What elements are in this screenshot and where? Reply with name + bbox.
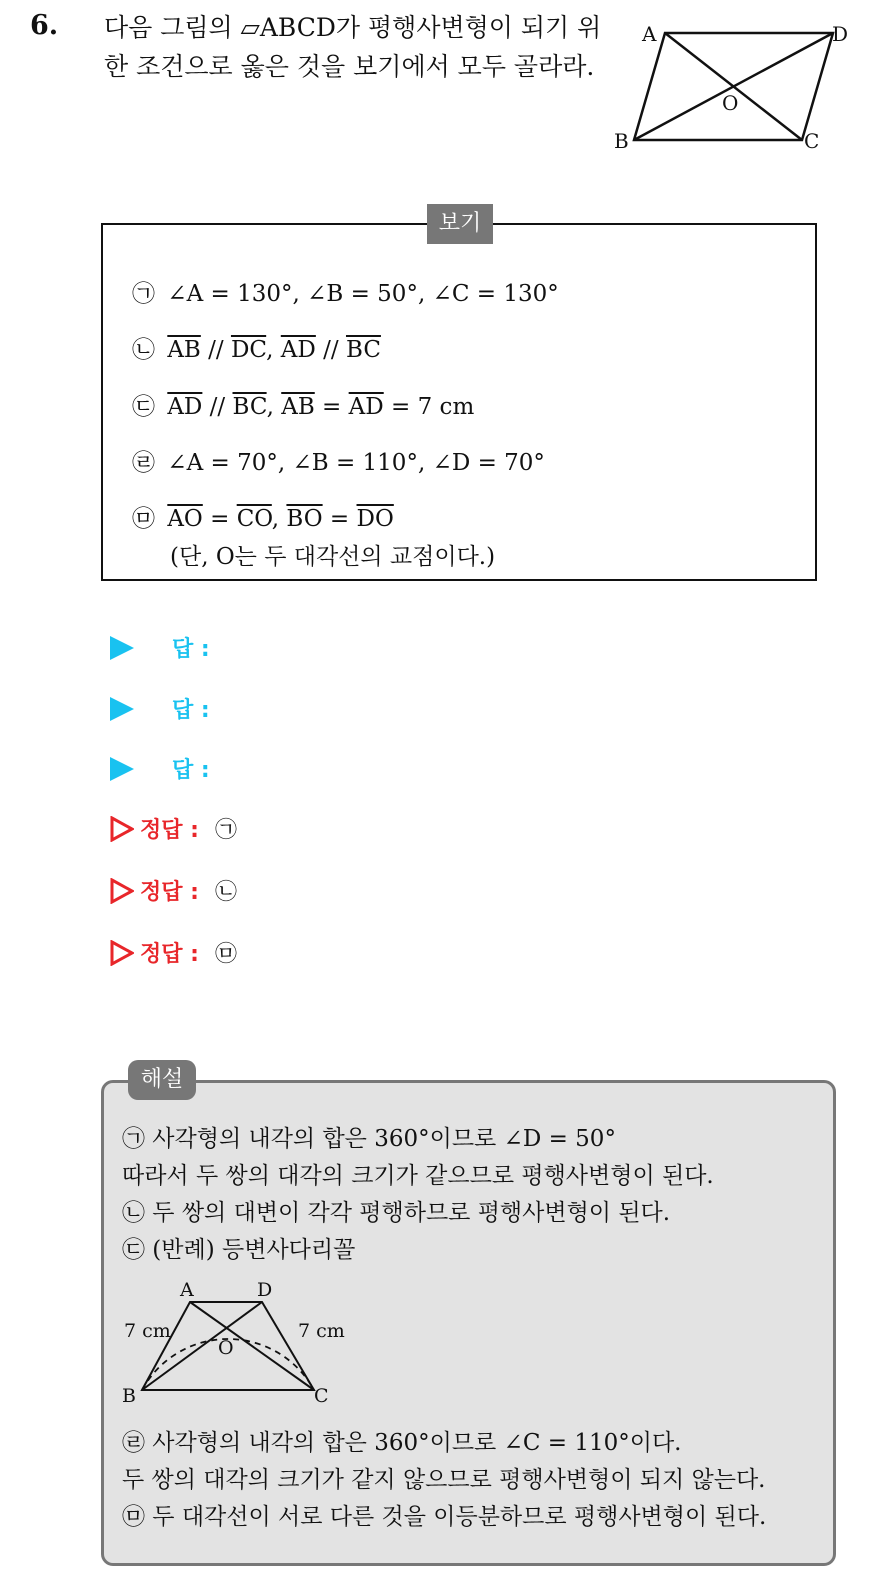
label-a: A (642, 22, 657, 46)
mark-mieum: ㉤ (132, 506, 155, 532)
solution-line-2: 따라서 두 쌍의 대각의 크기가 같으므로 평행사변형이 된다. (122, 1163, 714, 1189)
bogi-item-text: ∠A = 70°, ∠B = 110°, ∠D = 70° (167, 450, 545, 476)
bogi-item-2: ㉡ $\overline{AB} // \overline{DC}$, $\overline{AD} // \overline{BC}$ (132, 331, 381, 364)
correct-answer-2: 정답 : ㉡ (110, 875, 237, 906)
segment: $\overline{AD}$ (280, 337, 316, 363)
correct-answer-3: 정답 : ㉤ (110, 937, 237, 968)
segment: $\overline{BC}$ (232, 394, 267, 420)
bogi-item-1 (132, 275, 559, 308)
bogi-item-3: ㉢ $\overline{AD} // \overline{BC}$, $\overline{AB} = \overline{AD} = 7$ cm (132, 388, 474, 421)
solution-line-6: 두 쌍의 대각의 크기가 같지 않으므로 평행사변형이 되지 않는다. (122, 1467, 766, 1493)
mark-digeut: ㉢ (132, 394, 155, 420)
solution-tag: 해설 (128, 1060, 196, 1100)
left-length-label: 7 cm (124, 1320, 171, 1342)
solution-line-3: ㉡ 두 쌍의 대변이 각각 평행하므로 평행사변형이 된다. (122, 1200, 671, 1226)
segment: $\overline{AB}$ (281, 394, 315, 420)
label-b: B (614, 129, 629, 153)
mark-nieun: ㉡ (132, 337, 155, 363)
answer-blank-3: 답 : (110, 753, 210, 784)
label-o: O (722, 91, 739, 115)
label-c: C (314, 1385, 329, 1407)
answer-blank-2: 답 : (110, 693, 210, 724)
segment: $\overline{DC}$ (230, 337, 267, 363)
label-a: A (180, 1279, 194, 1301)
label-b: B (122, 1385, 136, 1407)
right-length-label: 7 cm (298, 1320, 345, 1342)
label-d: D (257, 1279, 273, 1301)
bogi-item-4 (132, 444, 545, 477)
segment: $\overline{AD}$ (167, 394, 203, 420)
label-d: D (832, 22, 849, 46)
bogi-item-5-note: (단, O는 두 대각선의 교점이다.) (170, 544, 496, 570)
red-outline-arrow-icon (110, 878, 134, 904)
blue-arrow-icon (110, 757, 134, 781)
mark-giyeok: ㉠ (132, 281, 155, 307)
segment: $\overline{AD}$ (348, 394, 384, 420)
solution-line-5: ㉣ 사각형의 내각의 합은 360°이므로 ∠C = 110°이다. (122, 1430, 682, 1456)
red-outline-arrow-icon (110, 940, 134, 966)
diagonal-ac (190, 1302, 314, 1390)
question-number: 6. (30, 10, 59, 41)
bogi-item-text: ∠A = 130°, ∠B = 50°, ∠C = 130° (167, 281, 559, 307)
bogi-tag: 보기 (427, 204, 493, 244)
parallelogram-figure (608, 18, 858, 158)
mark-rieul: ㉣ (132, 450, 155, 476)
trapezoid-figure (118, 1274, 358, 1414)
solution-line-7: ㉤ 두 대각선이 서로 다른 것을 이등분하므로 평행사변형이 된다. (122, 1504, 767, 1530)
label-c: C (804, 129, 820, 153)
question-text: 다음 그림의 ▱ABCD가 평행사변형이 되기 위한 조건으로 옳은 것을 보기에서 모두 골라라. (104, 13, 602, 81)
blue-arrow-icon (110, 636, 134, 660)
segment: $\overline{DO}$ (356, 506, 394, 532)
solution-line-4: ㉢ (반례) 등변사다리꼴 (122, 1237, 356, 1263)
correct-answer-1: 정답 : ㉠ (110, 813, 237, 844)
diagonal-bd (634, 33, 833, 140)
segment: $\overline{AO}$ (167, 506, 203, 532)
bogi-item-5: ㉤ $\overline{AO} = \overline{CO}$, $\overline{BO} = \overline{DO}$ (132, 500, 394, 533)
label-o: O (218, 1337, 234, 1359)
segment: $\overline{BO}$ (286, 506, 323, 532)
diagonal-bd (142, 1302, 262, 1390)
segment: $\overline{BC}$ (345, 337, 381, 363)
red-outline-arrow-icon (110, 816, 134, 842)
segment: $\overline{AB}$ (167, 337, 201, 363)
answer-blank-1: 답 : (110, 632, 210, 663)
segment: $\overline{CO}$ (236, 506, 272, 532)
blue-arrow-icon (110, 697, 134, 721)
solution-line-1: ㉠ 사각형의 내각의 합은 360°이므로 ∠D = 50° (122, 1126, 616, 1152)
